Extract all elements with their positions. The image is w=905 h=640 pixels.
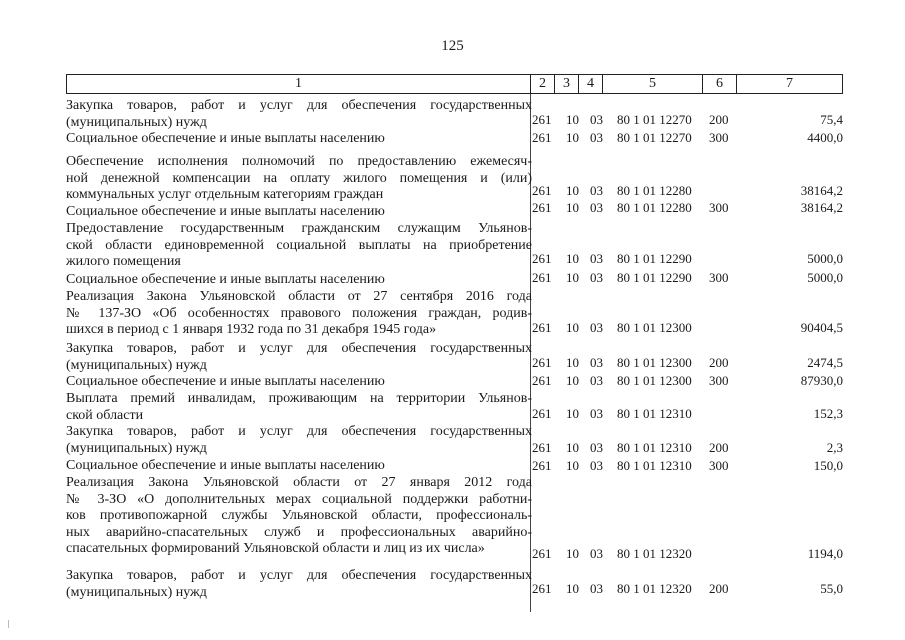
code-pr: 03 <box>590 581 603 596</box>
amount: 55,0 <box>820 581 843 596</box>
table-header <box>66 74 843 94</box>
code-vr: 300 <box>709 270 729 285</box>
code-csr: 80 1 01 12320 <box>617 581 692 596</box>
table-row <box>0 321 905 335</box>
table-row <box>0 252 905 266</box>
header-col-1: 1 <box>67 75 531 93</box>
code-rz: 10 <box>566 112 579 127</box>
code-rz: 10 <box>566 251 579 266</box>
header-col-3: 3 <box>555 75 579 93</box>
description-line: Закупка товаров, работ и услуг для обеспечения государственных <box>66 98 532 113</box>
code-csr: 80 1 01 12320 <box>617 546 692 561</box>
description-line: ской области единовременной социальной выплаты на приобретение <box>66 237 532 253</box>
code-pr: 03 <box>590 130 603 145</box>
table-row <box>0 201 905 215</box>
description-line: ной денежной компенсации на оплату жилого помещения и (или) <box>66 170 532 186</box>
code-vr: 300 <box>709 458 729 473</box>
code-vr: 200 <box>709 355 729 370</box>
code-pr: 03 <box>590 200 603 215</box>
amount: 2474,5 <box>807 355 843 370</box>
header-col-2: 2 <box>531 75 555 93</box>
code-rz: 10 <box>566 406 579 421</box>
description-line: № 137-ЗО «Об особенностях правового положения граждан, родив- <box>66 305 532 321</box>
code-csr: 80 1 01 12280 <box>617 200 692 215</box>
description-line: Социальное обеспечение и иные выплаты населению <box>66 458 385 473</box>
code-gr: 261 <box>532 406 552 421</box>
table-row <box>0 547 905 561</box>
description-line: Социальное обеспечение и иные выплаты населению <box>66 272 385 287</box>
code-csr: 80 1 01 12270 <box>617 130 692 145</box>
code-pr: 03 <box>590 440 603 455</box>
code-rz: 10 <box>566 355 579 370</box>
code-rz: 10 <box>566 183 579 198</box>
header-col-7: 7 <box>786 76 793 91</box>
description-line: коммунальных услуг отдельным категориям граждан <box>66 187 384 202</box>
table-row <box>0 113 905 127</box>
table-row <box>0 441 905 455</box>
code-rz: 10 <box>566 130 579 145</box>
code-gr: 261 <box>532 373 552 388</box>
code-pr: 03 <box>590 183 603 198</box>
code-pr: 03 <box>590 406 603 421</box>
amount: 90404,5 <box>800 320 843 335</box>
description-line: Обеспечение исполнения полномочий по предоставлению ежемесяч- <box>66 154 532 169</box>
description-line: № 3-ЗО «О дополнительных мерах социальной поддержки работни- <box>66 491 532 507</box>
code-rz: 10 <box>566 320 579 335</box>
code-gr: 261 <box>532 200 552 215</box>
amount: 5000,0 <box>807 270 843 285</box>
code-pr: 03 <box>590 320 603 335</box>
code-csr: 80 1 01 12300 <box>617 320 692 335</box>
code-gr: 261 <box>532 546 552 561</box>
amount: 152,3 <box>813 406 843 421</box>
code-rz: 10 <box>566 581 579 596</box>
code-pr: 03 <box>590 112 603 127</box>
code-gr: 261 <box>532 320 552 335</box>
amount: 2,3 <box>826 440 843 455</box>
table-row <box>0 184 905 198</box>
description-line: (муниципальных) нужд <box>66 114 207 130</box>
description-line: Выплата премий инвалидам, проживающим на территории Ульянов- <box>66 391 532 406</box>
code-csr: 80 1 01 12310 <box>617 406 692 421</box>
code-rz: 10 <box>566 270 579 285</box>
table-row <box>0 407 905 421</box>
amount: 87930,0 <box>800 373 843 388</box>
code-csr: 80 1 01 12300 <box>617 373 692 388</box>
code-csr: 80 1 01 12310 <box>617 458 692 473</box>
description-line: (муниципальных) нужд <box>66 357 207 373</box>
description-line: ных аварийно-спасательных служб и профессиональных аварийно- <box>66 524 532 540</box>
code-pr: 03 <box>590 251 603 266</box>
header-col-5: 5 <box>603 75 703 93</box>
description-line: Закупка товаров, работ и услуг для обеспечения государственных <box>66 568 532 583</box>
code-pr: 03 <box>590 270 603 285</box>
code-rz: 10 <box>566 200 579 215</box>
amount: 38164,2 <box>800 200 843 215</box>
code-gr: 261 <box>532 183 552 198</box>
table-row <box>0 459 905 473</box>
row-description <box>66 475 532 558</box>
code-pr: 03 <box>590 546 603 561</box>
description-line: спасательных формирований Ульяновской области и лиц из их числа» <box>66 541 485 556</box>
code-pr: 03 <box>590 355 603 370</box>
table-row <box>0 131 905 145</box>
code-gr: 261 <box>532 251 552 266</box>
scan-mark <box>8 620 9 628</box>
code-rz: 10 <box>566 546 579 561</box>
description-line: Реализация Закона Ульяновской области от 27 сентября 2016 года <box>66 289 532 304</box>
code-vr: 300 <box>709 130 729 145</box>
code-vr: 300 <box>709 200 729 215</box>
description-line: Социальное обеспечение и иные выплаты населению <box>66 131 385 146</box>
description-line: ков противопожарной службы Ульяновской области, профессиональ- <box>66 508 532 523</box>
code-gr: 261 <box>532 270 552 285</box>
amount: 150,0 <box>813 458 843 473</box>
table-row <box>0 271 905 285</box>
description-line: жилого помещения <box>66 254 181 269</box>
description-line: Социальное обеспечение и иные выплаты населению <box>66 374 385 389</box>
code-csr: 80 1 01 12270 <box>617 112 692 127</box>
code-gr: 261 <box>532 355 552 370</box>
description-line: шихся в период с 1 января 1932 года по 31 декабря 1945 года» <box>66 322 437 337</box>
code-rz: 10 <box>566 373 579 388</box>
description-line: Социальное обеспечение и иные выплаты населению <box>66 204 385 219</box>
code-csr: 80 1 01 12290 <box>617 251 692 266</box>
code-gr: 261 <box>532 581 552 596</box>
page-number: 125 <box>441 38 464 54</box>
code-pr: 03 <box>590 373 603 388</box>
code-gr: 261 <box>532 112 552 127</box>
code-vr: 300 <box>709 373 729 388</box>
code-pr: 03 <box>590 458 603 473</box>
code-csr: 80 1 01 12280 <box>617 183 692 198</box>
amount: 75,4 <box>820 112 843 127</box>
code-vr: 200 <box>709 581 729 596</box>
code-vr: 200 <box>709 112 729 127</box>
table-row <box>0 374 905 388</box>
amount: 4400,0 <box>807 130 843 145</box>
code-rz: 10 <box>566 458 579 473</box>
code-rz: 10 <box>566 440 579 455</box>
table-row <box>0 582 905 596</box>
code-csr: 80 1 01 12290 <box>617 270 692 285</box>
description-line: Закупка товаров, работ и услуг для обеспечения государственных <box>66 341 532 356</box>
amount: 5000,0 <box>807 251 843 266</box>
header-col-6: 6 <box>703 75 737 93</box>
amount: 1194,0 <box>807 546 843 561</box>
description-line: Закупка товаров, работ и услуг для обеспечения государственных <box>66 424 532 439</box>
header-col-4: 4 <box>579 75 603 93</box>
code-csr: 80 1 01 12300 <box>617 355 692 370</box>
code-gr: 261 <box>532 130 552 145</box>
description-line: Предоставление государственным гражданским служащим Ульянов- <box>66 221 532 236</box>
table-row <box>0 356 905 370</box>
code-gr: 261 <box>532 458 552 473</box>
description-line: (муниципальных) нужд <box>66 440 207 456</box>
description-line: ской области <box>66 407 144 423</box>
code-gr: 261 <box>532 440 552 455</box>
code-csr: 80 1 01 12310 <box>617 440 692 455</box>
amount: 38164,2 <box>800 183 843 198</box>
description-line: (муниципальных) нужд <box>66 584 207 600</box>
description-line: Реализация Закона Ульяновской области от 27 января 2012 года <box>66 475 532 490</box>
code-vr: 200 <box>709 440 729 455</box>
